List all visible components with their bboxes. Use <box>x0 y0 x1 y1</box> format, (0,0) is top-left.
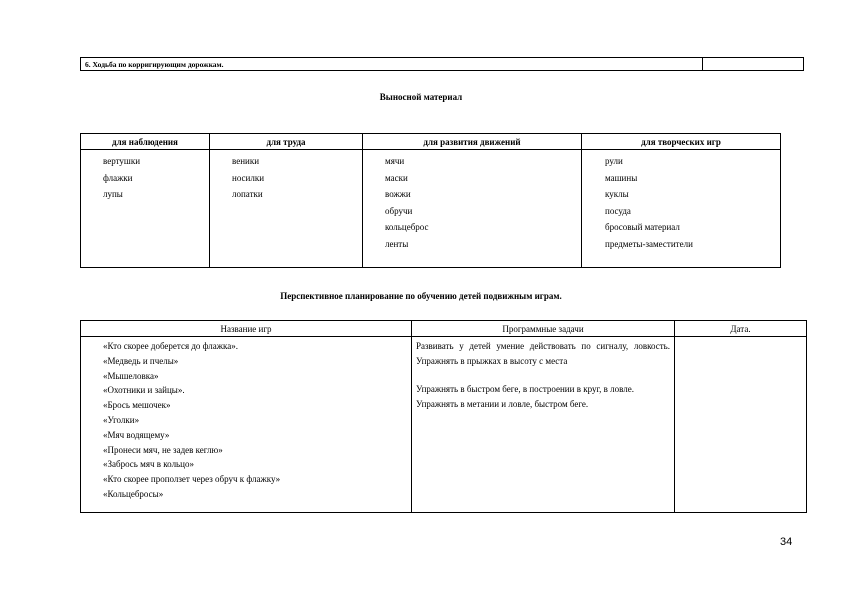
materials-title: Выносной материал <box>379 92 463 102</box>
games-header-name: Название игр <box>81 321 412 337</box>
material-item: предметы-заместители <box>605 238 693 249</box>
game-list-item: «Уголки» <box>103 414 140 425</box>
top-strip-text: 6. Ходьба по корригирующим дорожкам. <box>81 58 703 71</box>
game-list-item: «Охотники и зайцы». <box>103 385 185 396</box>
game-list-item: «Кольцебросы» <box>103 488 164 499</box>
top-strip-table <box>80 57 804 71</box>
materials-header-movement: для развития движений <box>363 134 582 150</box>
materials-header-row <box>81 134 781 150</box>
material-item: посуда <box>605 205 631 216</box>
material-item: лопатки <box>232 189 263 199</box>
materials-column-creative <box>582 150 781 268</box>
games-plan-table <box>80 320 807 513</box>
material-item: кольцеброс <box>385 222 429 232</box>
game-list-item: «Брось мешочек» <box>103 400 171 411</box>
game-list-item: «Кто скорее проползет через обруч к флажку» <box>103 474 281 485</box>
games-header-row <box>81 321 807 337</box>
material-item: вертушки <box>103 156 141 166</box>
games-plan-title: Перспективное планирование по обучению детей подвижным играм. <box>280 291 562 301</box>
game-list-item: «Медведь и пчелы» <box>103 355 179 366</box>
games-header-date: Дата. <box>675 321 807 337</box>
game-list-item: «Мышеловка» <box>103 370 159 381</box>
materials-header-creative: для творческих игр <box>582 134 781 150</box>
material-item: флажки <box>103 172 133 183</box>
games-body-row <box>81 337 807 513</box>
material-item: ленты <box>385 238 409 249</box>
task-paragraph: Упражнять в быстром беге, в построении в круг, в ловле. <box>416 384 634 394</box>
page-number: 34 <box>780 536 793 548</box>
material-item: вожжи <box>385 189 411 199</box>
materials-column-observation <box>81 150 210 268</box>
games-list-cell <box>81 337 412 513</box>
task-paragraph: Упражнять в метании и ловле, быстром беге. <box>416 398 589 409</box>
material-item: лупы <box>103 189 123 199</box>
materials-header-labor: для труда <box>210 134 363 150</box>
games-tasks-cell <box>412 337 675 513</box>
materials-body-row <box>81 150 781 268</box>
material-item: машины <box>605 172 638 183</box>
material-item: рули <box>605 156 623 166</box>
game-list-item: «Мяч водящему» <box>103 429 170 440</box>
games-header-tasks: Программные задачи <box>412 321 675 337</box>
materials-column-labor <box>210 150 363 268</box>
material-item: носилки <box>232 172 265 183</box>
material-item: бросовый материал <box>605 222 680 232</box>
game-list-item: «Кто скорее доберется до флажка». <box>103 341 238 351</box>
task-paragraph: Развивать у детей умение действовать по сигналу, ловкость. Упражнять в прыжках в высоту с места <box>416 341 670 366</box>
top-strip-empty-cell <box>703 58 804 71</box>
game-list-item: «Забрось мяч в кольцо» <box>103 459 194 470</box>
material-item: мячи <box>385 156 405 166</box>
materials-table <box>80 133 781 268</box>
material-item: веники <box>232 156 260 166</box>
games-date-cell <box>675 337 807 513</box>
material-item: обручи <box>385 205 413 216</box>
material-item: куклы <box>605 189 629 199</box>
materials-header-observation: для наблюдения <box>81 134 210 150</box>
materials-column-movement <box>363 150 582 268</box>
material-item: маски <box>385 172 408 183</box>
game-list-item: «Пронеси мяч, не задев кеглю» <box>103 444 223 455</box>
